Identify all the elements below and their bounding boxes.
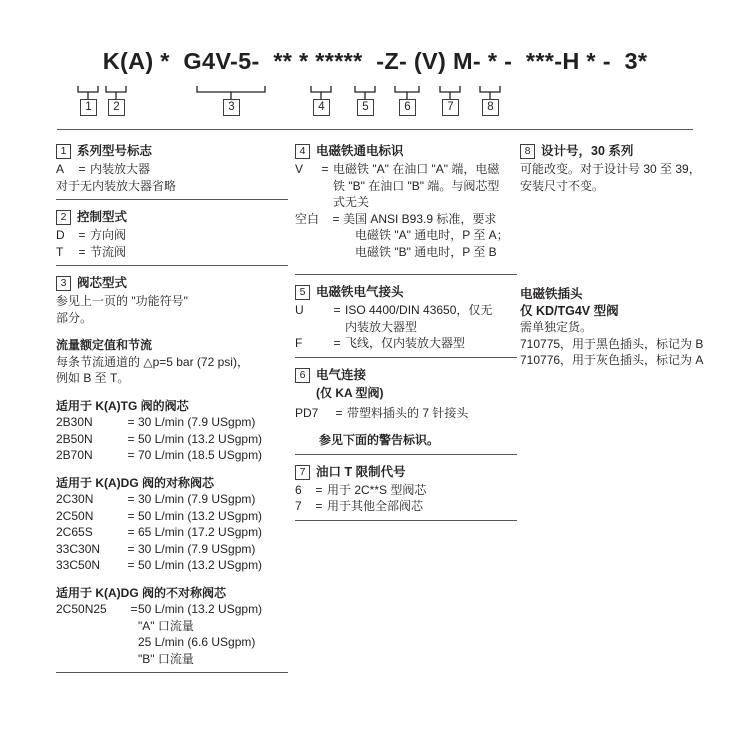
section-6-number: 6: [295, 368, 310, 383]
section-divider: [295, 454, 517, 455]
definition-equals: =: [127, 415, 135, 429]
section-6-subtitle: (仅 KA 型阀): [316, 385, 384, 400]
section-2-number: 2: [56, 210, 71, 225]
section-3-reference-line-2: 部分。: [56, 310, 93, 325]
definition-equals: =: [127, 492, 135, 506]
section-8-title: 设计号，30 系列: [541, 144, 634, 158]
section-divider: [295, 520, 517, 521]
definition-code: 7: [295, 499, 302, 513]
column-left: [56, 143, 288, 682]
section-7-number: 7: [295, 465, 310, 480]
definition-value: 50 L/min (13.2 USgpm): [138, 431, 263, 446]
callout-box-7: 7: [442, 99, 459, 116]
definition-continuation: 式无关: [333, 195, 370, 209]
definition-row: [56, 414, 288, 431]
section-5: [295, 284, 517, 352]
callout-box-6: 6: [399, 99, 416, 116]
definition-code: U: [295, 303, 304, 317]
definition-code: 33C50N: [56, 558, 101, 572]
section-divider: [56, 672, 288, 673]
callout-box-3: 3: [223, 99, 240, 116]
definition-value: 用于 2C**S 型阀芯: [327, 482, 427, 497]
definition-value: 70 L/min (18.5 USgpm): [138, 448, 263, 462]
definition-code: 2C65S: [56, 525, 93, 539]
solenoid-plug-subtitle: 仅 KD/TG4V 型阀: [520, 303, 619, 318]
definition-equals: =: [315, 482, 323, 497]
definition-value: 节流阀: [90, 244, 127, 259]
section-7-rows: [295, 482, 517, 515]
definition-code: 空白: [295, 211, 320, 226]
section-6-heading: [295, 367, 517, 383]
section-2-heading: [56, 209, 288, 225]
section-6-title: 电气连接: [316, 367, 367, 382]
definition-row: [56, 557, 288, 574]
definition-row: [56, 508, 288, 525]
definition-code: 2B30N: [56, 415, 93, 429]
section-8-line-1: 可能改变。对于设计号 30 至 39，: [520, 162, 701, 176]
section-8: [520, 143, 735, 194]
definition-equals: =: [78, 244, 86, 259]
spacer: [56, 387, 288, 398]
section-divider: [56, 265, 288, 266]
definition-code: 2B70N: [56, 448, 93, 462]
solenoid-plug-part-black: 710775，用于黑色插头，标记为 B: [520, 336, 704, 351]
callout-box-5: 5: [357, 99, 374, 116]
section-6-rows: [295, 405, 517, 422]
definition-equals: =: [127, 541, 135, 556]
column-right: [520, 143, 735, 369]
definition-code: T: [56, 244, 64, 259]
flow-rating-title: 流量额定值和节流: [56, 338, 153, 352]
section-7: [295, 464, 517, 515]
definition-continuation: "A" 口流量: [138, 618, 194, 633]
definition-row: [295, 498, 517, 515]
flow-rating-line-2: 例如 B 至 T。: [56, 371, 130, 385]
spacer: [56, 464, 288, 475]
section-1-heading: [56, 143, 288, 159]
definition-code: 33C30N: [56, 541, 101, 556]
definition-value: 带塑料插头的 7 针接头: [347, 405, 469, 420]
spool-group-2-title: 适用于 K(A)DG 阀的对称阀芯: [56, 475, 214, 490]
definition-row: [295, 161, 517, 178]
definition-code: 2C50N25: [56, 602, 107, 616]
definition-value: 65 L/min (17.2 USgpm): [138, 525, 263, 539]
definition-value: 美国 ANSI B93.9 标准，要求: [343, 211, 497, 226]
definition-value: 用于其他全部阀芯: [327, 499, 424, 513]
definition-continuation: 内装放大器型: [345, 319, 418, 334]
section-8-line-2: 安装尺寸不变。: [520, 178, 605, 193]
definition-row: [56, 227, 288, 244]
definition-row: [56, 491, 288, 508]
definition-code: V: [295, 162, 304, 176]
definition-row: [295, 211, 517, 228]
spacer: [56, 574, 288, 585]
section-5-rows: [295, 302, 517, 352]
section-3-number: 3: [56, 276, 71, 291]
header-divider: [57, 129, 693, 130]
definition-row: [56, 524, 288, 541]
definition-value: ISO 4400/DIN 43650，仅无: [345, 303, 493, 317]
callout-box-1: 1: [80, 99, 97, 116]
section-5-heading: [295, 284, 517, 300]
definition-equals: =: [332, 211, 340, 226]
definition-value: 50 L/min (13.2 USgpm): [138, 558, 263, 572]
definition-equals: =: [335, 405, 343, 420]
section-divider: [56, 199, 288, 200]
solenoid-plug-note: [520, 286, 735, 369]
section-4-heading: [295, 143, 517, 159]
definition-equals: =: [127, 558, 135, 572]
callout-box-8: 8: [482, 99, 499, 116]
section-8-number: 8: [520, 144, 535, 159]
definition-continuation: "B" 口流量: [138, 651, 194, 666]
section-5-number: 5: [295, 285, 310, 300]
section-3: [56, 275, 288, 667]
spool-group-3-title: 适用于 K(A)DG 阀的不对称阀芯: [56, 585, 226, 600]
flow-rating-line-1: 每条节流通道的 △p=5 bar (72 psi)，: [56, 354, 249, 369]
definition-code: 2C30N: [56, 492, 94, 506]
spool-group-1-rows: [56, 414, 288, 464]
definition-row: [56, 601, 288, 618]
definition-row: [56, 161, 288, 178]
definition-value: 30 L/min (7.9 USgpm): [138, 492, 256, 506]
definition-equals: =: [127, 448, 135, 462]
section-1-rows: [56, 161, 288, 178]
definition-value: 30 L/min (7.9 USgpm): [138, 415, 256, 429]
definition-row: [295, 302, 517, 319]
definition-value: 电磁铁 "A" 在油口 "A" 端，电磁: [333, 162, 500, 176]
section-2-rows: [56, 227, 288, 260]
definition-row: [56, 541, 288, 558]
definition-value: 30 L/min (7.9 USgpm): [138, 541, 256, 556]
solenoid-plug-title: 电磁铁插头: [520, 287, 583, 301]
section-5-title: 电磁铁电气接头: [316, 285, 404, 299]
section-1-number: 1: [56, 144, 71, 159]
spool-group-3-rows: [56, 601, 288, 667]
spacer: [56, 326, 288, 337]
definition-equals: =: [333, 336, 341, 350]
definition-equals: =: [78, 162, 86, 176]
definition-row: [56, 431, 288, 448]
section-2-title: 控制型式: [77, 210, 128, 224]
definition-equals: =: [127, 431, 135, 446]
definition-code: F: [295, 336, 303, 350]
definition-code: 6: [295, 482, 302, 497]
definition-row: [295, 482, 517, 499]
section-7-heading: [295, 464, 517, 480]
section-6: [295, 367, 517, 449]
section-4-title: 电磁铁通电标识: [316, 144, 404, 158]
definition-row: [56, 447, 288, 464]
definition-row: [295, 335, 517, 352]
definition-code: A: [56, 162, 65, 176]
definition-row: [295, 405, 517, 422]
definition-continuation: 25 L/min (6.6 USgpm): [138, 635, 256, 649]
section-1-title: 系列型号标志: [77, 144, 153, 158]
definition-code: PD7: [295, 405, 319, 420]
definition-row: [56, 244, 288, 261]
definition-value: 内装放大器: [90, 162, 151, 176]
callout-box-4: 4: [313, 99, 330, 116]
section-divider: [295, 357, 517, 358]
definition-value: 50 L/min (13.2 USgpm): [138, 602, 263, 616]
callout-box-2: 2: [108, 99, 125, 116]
section-6-warning-note: 参见下面的警告标识。: [319, 433, 440, 447]
section-8-heading: [520, 143, 735, 159]
section-4-number: 4: [295, 144, 310, 159]
definition-continuation: 电磁铁 "A" 通电时，P 至 A；: [355, 228, 509, 242]
column-middle: [295, 143, 517, 530]
definition-code: 2B50N: [56, 431, 93, 446]
section-divider: [295, 274, 517, 275]
definition-value: 方向阀: [90, 228, 127, 242]
definition-continuation: 铁 "B" 在油口 "B" 端。与阀芯型: [333, 178, 500, 193]
solenoid-plug-order-note: 需单独定货。: [520, 320, 593, 334]
section-4-rows: [295, 161, 517, 260]
solenoid-plug-part-gray: 710776，用于灰色插头，标记为 A: [520, 353, 704, 367]
section-4: [295, 143, 517, 260]
section-3-reference-line-1: 参见上一页的 "功能符号": [56, 294, 188, 308]
definition-value: 飞线，仅内装放大器型: [345, 336, 466, 350]
definition-code: D: [56, 228, 65, 242]
definition-equals: =: [321, 162, 329, 176]
section-1-note: 对于无内装放大器省略: [56, 178, 177, 193]
definition-equals: =: [130, 602, 138, 616]
model-code-string: K(A) * G4V-5- ** * ***** -Z- (V) M- * - ***-H * - 3*: [102, 48, 648, 74]
section-3-title: 阀芯型式: [77, 276, 128, 290]
definition-equals: =: [315, 499, 323, 513]
definition-equals: =: [127, 525, 135, 539]
section-1: [56, 143, 288, 194]
spool-group-2-rows: [56, 491, 288, 574]
definition-code: 2C50N: [56, 508, 94, 523]
definition-value: 50 L/min (13.2 USgpm): [138, 508, 263, 523]
section-3-heading: [56, 275, 288, 291]
definition-equals: =: [127, 508, 135, 523]
definition-equals: =: [78, 228, 86, 242]
definition-continuation: 电磁铁 "B" 通电时，P 至 B: [355, 244, 497, 259]
section-2: [56, 209, 288, 260]
spacer: [295, 421, 517, 432]
section-7-title: 油口 T 限制代号: [316, 464, 406, 479]
spool-group-1-title: 适用于 K(A)TG 阀的阀芯: [56, 398, 189, 413]
definition-equals: =: [333, 303, 341, 317]
